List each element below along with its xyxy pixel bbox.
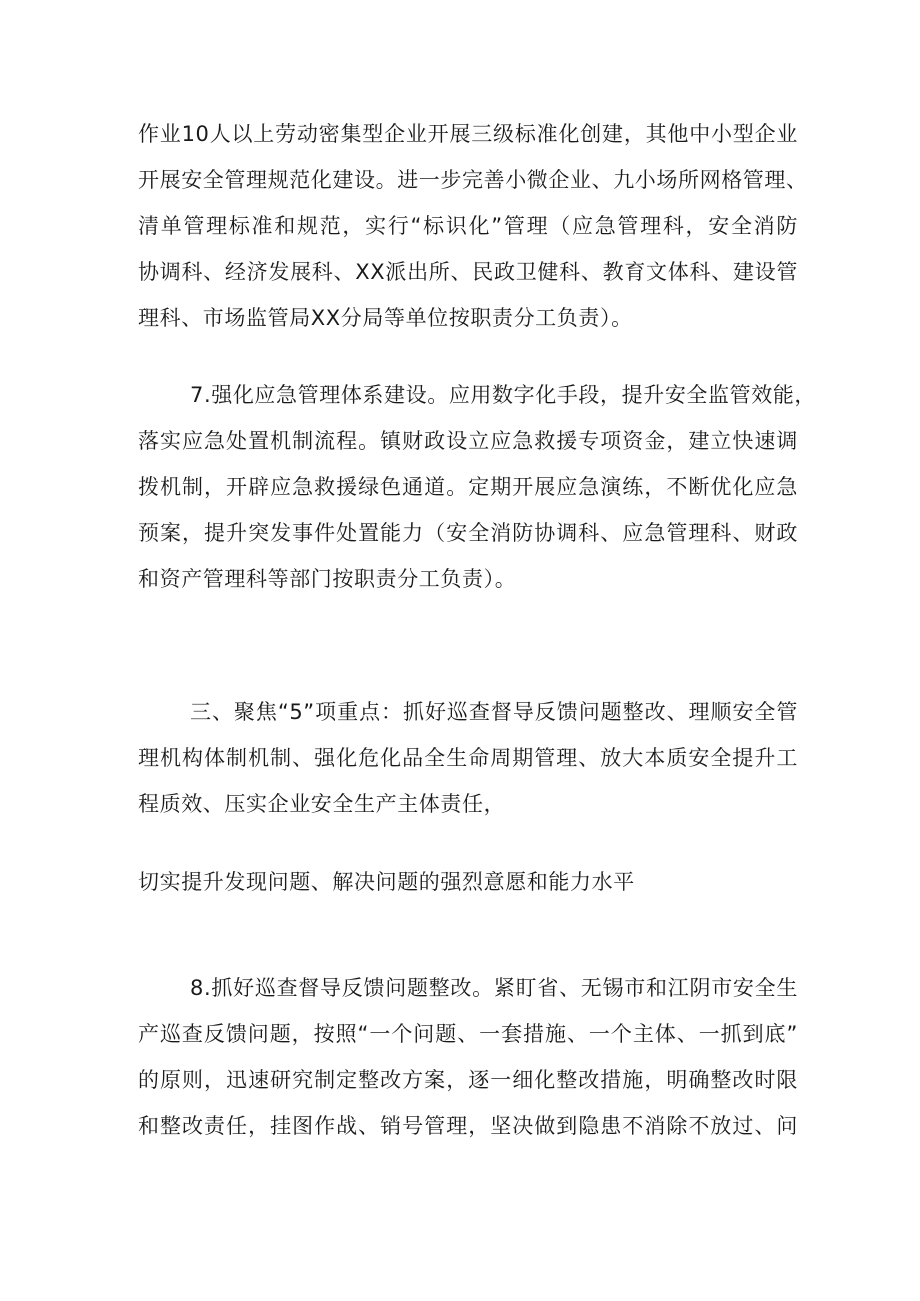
text-line: 和整改责任，挂图作战、销号管理，坚决做到隐患不消除不放过、问 [138,1114,798,1138]
text-line: 切实提升发现问题、解决问题的强烈意愿和能力水平 [138,870,635,894]
section-heading-three [138,689,798,827]
text-line: 程质效、压实企业安全生产主体责任， [138,792,506,816]
text-line: 落实应急处置机制流程。镇财政设立应急救援专项资金，建立快速调 [138,429,798,453]
text-line: 预案，提升突发事件处置能力（安全消防协调科、应急管理科、财政 [138,521,798,545]
text-line: 作业10人以上劳动密集型企业开展三级标准化创建，其他中小型企业 [138,122,798,146]
text-line: 的原则，迅速研究制定整改方案，逐一细化整改措施，明确整改时限 [138,1068,798,1092]
text-line: 开展安全管理规范化建设。进一步完善小微企业、九小场所网格管理、 [138,168,808,192]
text-line: 产巡查反馈问题，按照“一个问题、一套措施、一个主体、一抓到底” [138,1022,798,1046]
paragraph-labor-intensive-standardization [138,111,808,341]
paragraph-item-7-emergency-management [138,372,817,602]
text-line: 8.抓好巡查督导反馈问题整改。紧盯省、无锡市和江阴市安全生 [190,976,798,1000]
text-line: 和资产管理科等部门按职责分工负责）。 [138,567,517,591]
text-line: 理机构体制机制、强化危化品全生命周期管理、放大本质安全提升工 [138,746,798,770]
paragraph-item-8-inspection-rectification [138,965,798,1149]
paragraph-capability-statement [138,859,798,905]
text-line: 三、聚焦“5”项重点：抓好巡查督导反馈问题整改、理顺安全管 [190,700,798,724]
text-line: 理科、市场监管局XX分局等单位按职责分工负责）。 [138,306,633,330]
text-line: 清单管理标准和规范，实行“标识化”管理（应急管理科，安全消防 [138,214,798,238]
text-line: 拨机制，开辟应急救援绿色通道。定期开展应急演练，不断优化应急 [138,475,798,499]
text-line: 7.强化应急管理体系建设。应用数字化手段，提升安全监管效能， [190,383,817,407]
text-line: 协调科、经济发展科、XX派出所、民政卫健科、教育文体科、建设管 [138,260,798,284]
